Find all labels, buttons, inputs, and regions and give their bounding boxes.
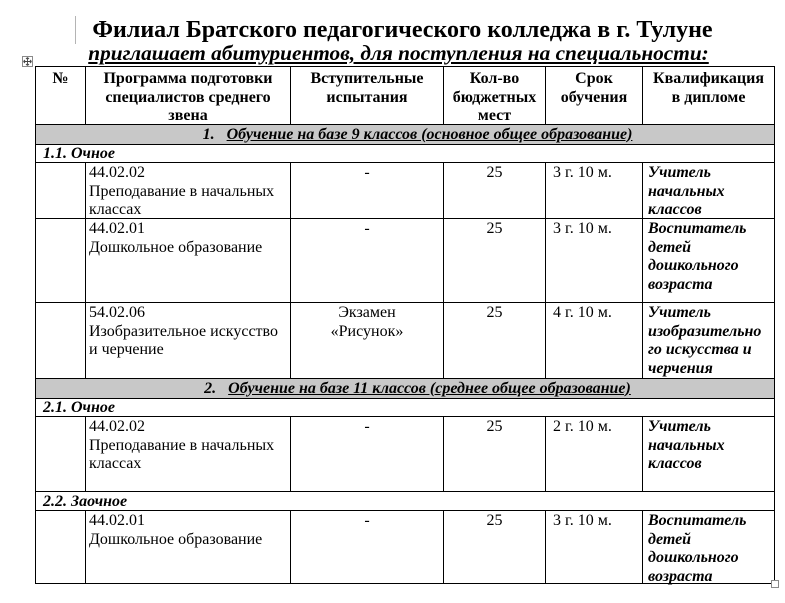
entrance-exam-line: «Рисунок»: [330, 322, 404, 340]
entrance-exams-cell[interactable]: [291, 417, 444, 491]
study-form-cell[interactable]: [36, 399, 775, 416]
header-program-line: звена: [168, 107, 208, 125]
program-name-line: Дошкольное образование: [89, 530, 263, 548]
program-code: 44.02.02: [89, 418, 145, 435]
qualification-line: го искусства и: [648, 341, 752, 359]
header-exams-line: испытания: [326, 88, 408, 106]
study-duration-cell[interactable]: [546, 417, 643, 491]
program-name-line: Изобразительное искусство: [89, 322, 278, 340]
header-entrance-exams[interactable]: [291, 67, 444, 124]
section-number: 1.: [202, 125, 215, 143]
qualification-line: возраста: [648, 567, 713, 585]
budget-places-cell[interactable]: [444, 163, 546, 218]
study-duration-value: 3 г. 10 м.: [553, 164, 612, 181]
qualification-line: Учитель: [648, 304, 711, 321]
qualification-cell[interactable]: [643, 511, 775, 583]
qualification-cell[interactable]: [643, 163, 775, 218]
program-name-line: и черчение: [89, 341, 164, 359]
header-program-line: специалистов среднего: [105, 88, 271, 106]
section-band: [36, 379, 775, 399]
header-places-line: бюджетных: [452, 88, 537, 106]
program-cell[interactable]: [86, 163, 291, 218]
header-budget-places[interactable]: [444, 67, 546, 124]
program-name-line: Преподавание в начальных: [89, 436, 275, 454]
qualification-line: черчения: [648, 359, 713, 377]
header-places-line: мест: [477, 107, 512, 125]
program-name-line: классах: [89, 201, 142, 219]
section-title: Обучение на базе 9 классов (основное общее образование): [226, 125, 633, 143]
entrance-exams-cell[interactable]: [291, 163, 444, 218]
study-duration-cell[interactable]: [546, 511, 643, 583]
section-title: Обучение на базе 11 классов (среднее общее образование): [228, 379, 631, 397]
section-number: 2.: [204, 379, 217, 397]
row-number-cell[interactable]: [36, 163, 86, 218]
program-name-line: Дошкольное образование: [89, 238, 263, 256]
qualification-line: Воспитатель: [648, 220, 747, 237]
study-duration-cell[interactable]: [546, 219, 643, 302]
program-code: 44.02.01: [89, 512, 145, 529]
study-form-row: [36, 399, 775, 417]
program-name-line: Преподавание в начальных: [89, 182, 275, 200]
budget-places-cell[interactable]: [444, 219, 546, 302]
specialties-table: [35, 66, 775, 584]
study-form-row: [36, 145, 775, 163]
qualification-line: начальных: [648, 182, 725, 200]
header-qualification[interactable]: [643, 67, 775, 124]
header-number[interactable]: [36, 67, 86, 124]
section-band: [36, 125, 775, 145]
qualification-line: Учитель: [648, 418, 711, 435]
section-heading-cell[interactable]: [36, 125, 775, 144]
budget-places-cell[interactable]: [444, 417, 546, 491]
budget-places-value: 25: [486, 512, 503, 529]
header-duration-line: Срок: [575, 70, 613, 87]
row-number-cell[interactable]: [36, 511, 86, 583]
header-program-line: Программа подготовки: [103, 70, 273, 87]
program-code: 44.02.02: [89, 164, 145, 181]
table-resize-handle[interactable]: [771, 580, 779, 588]
table-row: [36, 303, 775, 379]
study-form-label: 2.2. Заочное: [43, 492, 128, 510]
qualification-line: дошкольного: [648, 549, 739, 567]
qualification-line: детей: [648, 530, 692, 548]
row-number-cell[interactable]: [36, 303, 86, 378]
budget-places-value: 25: [486, 164, 503, 181]
header-program[interactable]: [86, 67, 291, 124]
budget-places-value: 25: [486, 220, 503, 237]
study-form-label: 1.1. Очное: [43, 145, 115, 162]
document-subtitle[interactable]: приглашает абитуриентов, для поступления на специальности:: [88, 41, 709, 65]
budget-places-value: 25: [486, 304, 503, 321]
program-code: 54.02.06: [89, 304, 145, 321]
table-row: [36, 219, 775, 303]
program-cell[interactable]: [86, 511, 291, 583]
document-title[interactable]: Филиал Братского педагогического колледжа в г. Тулуне: [92, 17, 713, 43]
entrance-exam-line: Экзамен: [338, 304, 396, 321]
row-number-cell[interactable]: [36, 219, 86, 302]
entrance-exams-cell[interactable]: [291, 303, 444, 378]
qualification-line: возраста: [648, 275, 713, 293]
entrance-exam-line: -: [364, 512, 370, 529]
qualification-cell[interactable]: [643, 219, 775, 302]
study-form-cell[interactable]: [36, 492, 775, 510]
qualification-line: классов: [648, 201, 702, 219]
study-form-label: 2.1. Очное: [43, 399, 115, 416]
entrance-exam-line: -: [364, 164, 370, 181]
entrance-exam-line: -: [364, 418, 370, 435]
move-arrows-icon: [23, 57, 32, 66]
qualification-cell[interactable]: [643, 417, 775, 491]
table-row: [36, 511, 775, 584]
header-exams-line: Вступительные: [310, 70, 424, 87]
entrance-exams-cell[interactable]: [291, 219, 444, 302]
qualification-line: начальных: [648, 436, 725, 454]
program-name-line: классах: [89, 455, 142, 473]
study-duration-cell[interactable]: [546, 163, 643, 218]
budget-places-cell[interactable]: [444, 511, 546, 583]
qualification-line: Воспитатель: [648, 512, 747, 529]
qualification-line: Учитель: [648, 164, 711, 181]
study-duration-value: 3 г. 10 м.: [553, 512, 612, 529]
study-form-row: [36, 492, 775, 511]
qualification-line: детей: [648, 238, 692, 256]
row-number-cell[interactable]: [36, 417, 86, 491]
header-qualification-line: Квалификация: [653, 70, 764, 87]
table-move-handle[interactable]: [22, 56, 33, 67]
qualification-line: дошкольного: [648, 257, 739, 275]
section-heading-cell[interactable]: [36, 379, 775, 398]
program-cell[interactable]: [86, 417, 291, 491]
program-code: 44.02.01: [89, 220, 145, 237]
program-cell[interactable]: [86, 303, 291, 378]
table-header-row: [36, 67, 775, 125]
header-places-line: Кол-во: [469, 70, 520, 87]
study-duration-value: 4 г. 10 м.: [553, 304, 612, 321]
study-duration-value: 3 г. 10 м.: [553, 220, 612, 237]
entrance-exam-line: -: [364, 220, 370, 237]
table-row: [36, 163, 775, 219]
header-duration-line: обучения: [560, 88, 628, 106]
table-row: [36, 417, 775, 492]
header-study-duration[interactable]: [546, 67, 643, 124]
study-form-cell[interactable]: [36, 145, 775, 162]
header-number-label: №: [52, 70, 69, 87]
qualification-cell[interactable]: [643, 303, 775, 378]
budget-places-value: 25: [486, 418, 503, 435]
program-cell[interactable]: [86, 219, 291, 302]
study-duration-cell[interactable]: [546, 303, 643, 378]
entrance-exams-cell[interactable]: [291, 511, 444, 583]
qualification-line: изобразительно: [648, 322, 762, 340]
header-qualification-line: в дипломе: [671, 88, 746, 106]
qualification-line: классов: [648, 455, 702, 473]
budget-places-cell[interactable]: [444, 303, 546, 378]
study-duration-value: 2 г. 10 м.: [553, 418, 612, 435]
